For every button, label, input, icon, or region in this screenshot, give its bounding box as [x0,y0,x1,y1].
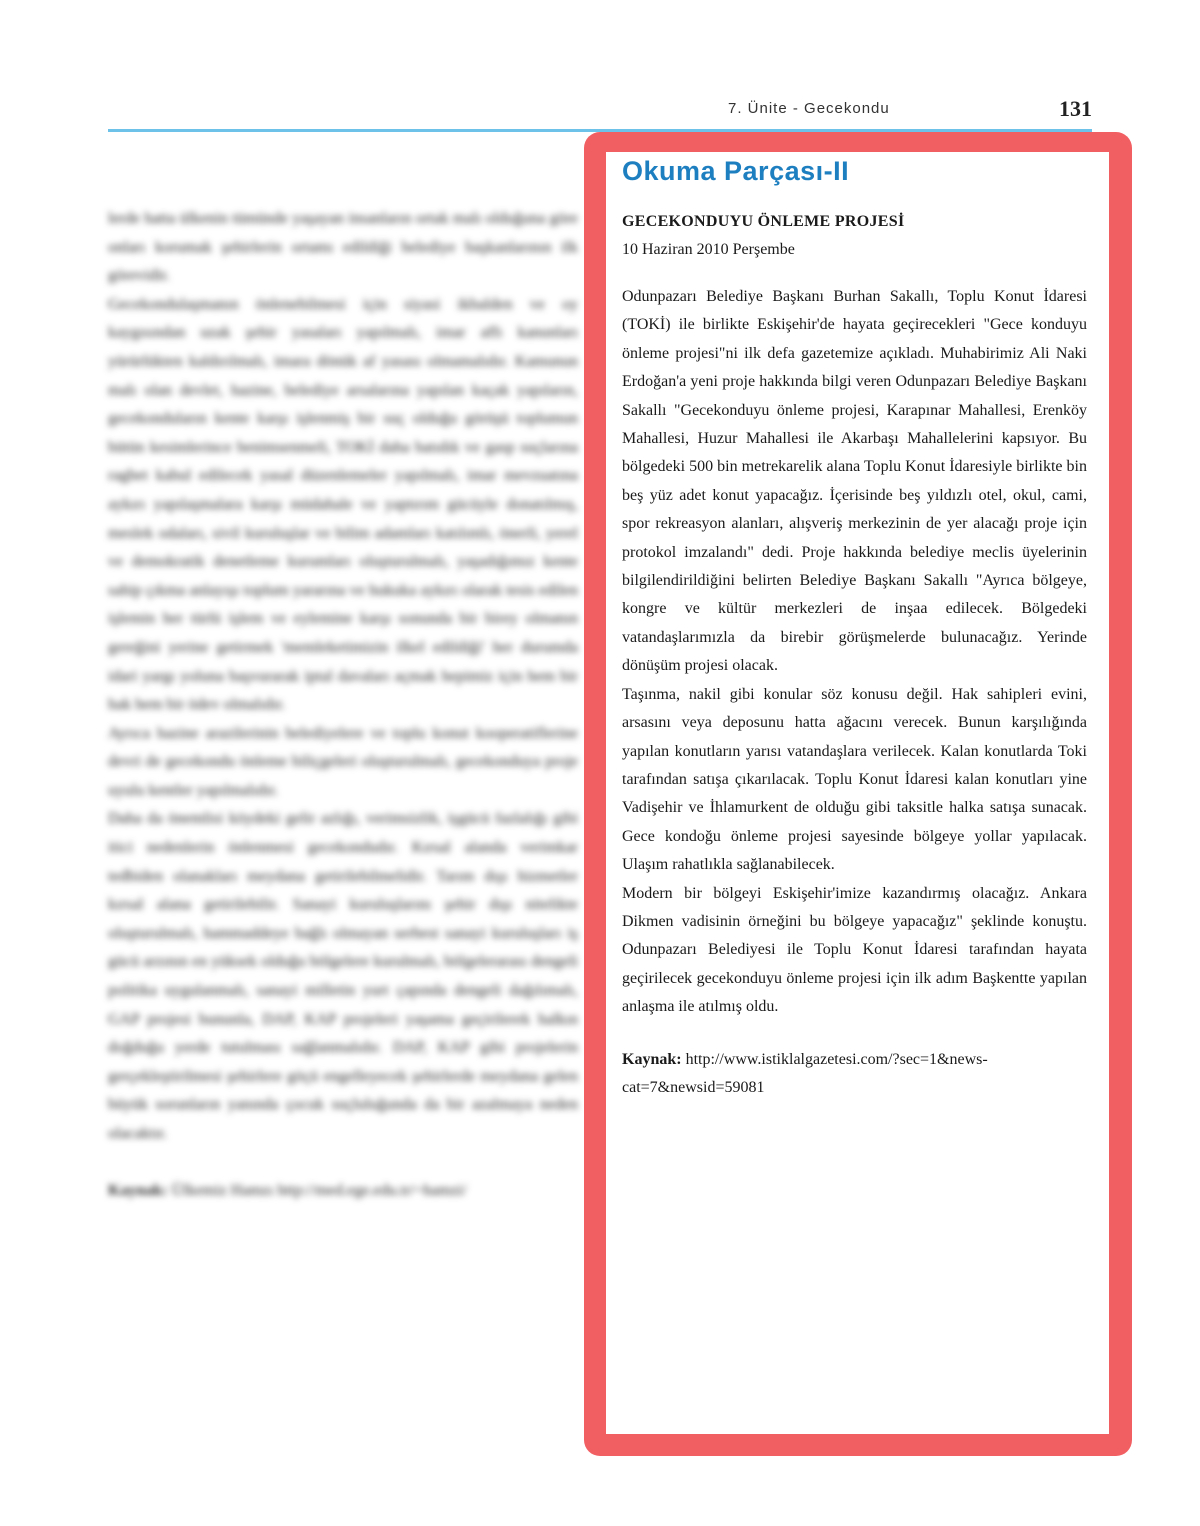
source-label: Kaynak: [622,1050,682,1068]
left-source-label: Kaynak: [108,1181,168,1199]
reading-box-content [622,156,1087,1118]
article-source [622,1046,1087,1103]
left-text-column [108,205,578,1205]
left-paragraph: Daha da önemlisi köydeki gelir azlığı, verimsizlik, işgücü fazlalığı gibi itici nedenlerin önlenmesi gecekondudır. Kırsal alanda verimkar tedbiden olanakları meydana getirilebilmelidir. Tarım dışı hizmetler kırsal alana getirilebilir. Sanayi kuruluşlarını şehir dışı nitelikte oluşturulmalı, hammaddeye bağlı olmayan serbest sanayi kuruluşları iş gücü arzının en yüksek olduğu bölgelere kurulmalı, bölgelerarası dengeli politika uygulanmalı, sanayi milletin yurt çapında dengeli dağılımalı, GAP projesi bununla, DAP, KAP projeleri yaşama geçirilerek halkın doğduğu yerde tutulması sağlanmalıdır. DAP, KAP gibi projelerin gerçekleştirilmesi şehirlere göçü engelleyecek şehirlerde meydana gelen büyük sorunların yanında çocuk suçluluğunda da bir azalmaya neden olacaktır. [108,810,578,1142]
article-paragraph: Modern bir bölgeyi Eskişehir'imize kazandırmış olacağız. Ankara Dikmen vadisinin örneğini bu bölgeye yapacağız" şeklinde konuştu. Odunpazarı Belediyesi ile Toplu Konut İdaresi tarafından hayata geçirilecek gecekonduyu önleme projesi için ilk adım Başkentte yapılan anlaşma ile atılmış oldu. [622,884,1087,1016]
left-source [108,1177,578,1206]
chapter-title: 7. Ünite - Gecekondu [728,100,890,117]
article-headline: GECEKONDUYU ÖNLEME PROJESİ [622,213,905,230]
left-paragraph: lerde hatta ülkenin tümünde yaşayan insanların ortak malı olduğuna göre onları korumak şehirlerin ortamı edildiği belediye başkanlarının ilk görevidir. [108,210,578,285]
article-paragraph: Taşınma, nakil gibi konular söz konusu değil. Hak sahipleri evini, arsasını veya deposunu hatta ağacını verecek. Bunun karşılığında yapılan konutların yarısı vatandaşlara verilecek. Kalan konutlarda Toki tarafından satışa çıkarılacak. Toplu Konut İdaresi kalan konutları yine Vadişehir ve İhlamurkent de olduğu gibi taksitle halka satışa sunacak. Gece kondoğu önleme projesi sayesinde bölgeye yollar yapılacak. Ulaşım rahatlıkla sağlanabilecek. [622,685,1087,874]
reading-box-title: Okuma Parçası-II [622,156,850,186]
page-header [108,96,1092,136]
source-url: http://www.istiklalgazetesi.com/?sec=1&news-cat=7&newsid=59081 [622,1050,988,1096]
left-paragraph: Gecekondulaşmanın önlenebilmesi için siyasi ikbalden ve oy kaygısından uzak şehir yasaları yapılmalı, imar affı kanunları yürürlükten kaldırılmalı, imara dönük af yasası olmamalıdır. Kamunun malı olan devlet, hazine, belediye arsalarına yapılan kaçak yapıların, gecekonduların kente karşı işlenmiş bir suç olduğu görüşü toplumun bütün kesimlerince benimsenmeli, TOKİ daha batıdık ve gasp suçlarına ragbet kabul edilecek yasal düzenlemeler yapılmalı, imar mevzuatına aykırı yapılaşmalara karşı müdahale ve yaptırım gücüyle donatılmış, meslek odaları, sivil kuruluşlar ve bilim adamları katılımlı, önerli, yerel ve demokratik denetleme kurumları oluşturulmalı, yaşadığımız kente sahip çıkma anlayışı toplum yararına ve hukuka aykırı olarak tesis edilen işlemin her türlü işlem ve eylemine karşı sonunda bir birey olmanın gereğini yerine getirmek 'memleketimizin ilkel edildiği' her durumda idari yargı yoluna başvurarak iptal davaları açmak hepimiz için hem bir hak hem bir ödev olmalıdır. [108,295,578,714]
left-paragraph: Ayrıca hazine arazilerinin belediyelere ve toplu konut kooperatiflerine devri de gecekondu önleme biliçgeleri oluşturulmalı, gecekonduya proje uyulu kentler yapılmalıdır. [108,724,578,799]
left-source-text: Ülkemiz Hamzı http://med.ege.edu.tr/~hamzi/ [171,1181,467,1199]
article-body [622,283,1087,1022]
page-number: 131 [1059,96,1092,121]
article-paragraph: Odunpazarı Belediye Başkanı Burhan Sakallı, Toplu Konut İdaresi (TOKİ) ile birlikte Eskişehir'de hayata geçirecekleri "Gece konduyu önleme projesi"ni ilk defa gazetemize açıkladı. Muhabirimiz Ali Naki Erdoğan'a yeni proje hakkında bilgi veren Odunpazarı Belediye Başkanı Sakallı "Gecekonduyu önleme projesi, Karapınar Mahallesi, Erenköy Mahallesi, Huzur Mahallesi ile Akarbaşı Mahallelerini kapsıyor. Bu bölgedeki 500 bin metrekarelik alana Toplu Konut İdaresiyle birlikte bin beş yüz adet konut yapacağız. İçerisinde beş yıldızlı otel, okul, cami, spor rekreasyon alanları, alışveriş merkezinin de yer alacağı proje için protokol imzalandı" dedi. Proje hakkında belediye meclis üyelerinin bilgilendirildiğini belirten Belediye Başkanı Sakallı "Ayrıca bölgeye, kongre ve kültür merkezleri de inşaa edilecek. Bölgedeki vatandaşlarımızla da birebir görüşmelerde bulunacağız. Yerinde dönüşüm projesi olacak. [622,288,1087,675]
article-date: 10 Haziran 2010 Perşembe [622,241,795,258]
